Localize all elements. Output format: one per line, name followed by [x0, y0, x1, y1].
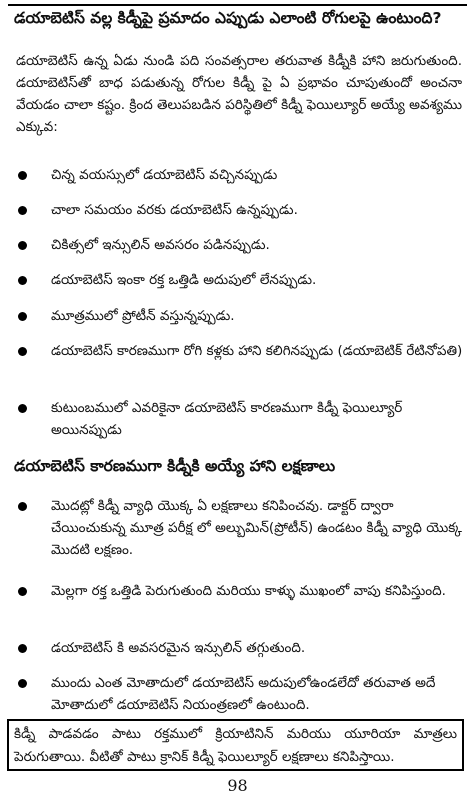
- bullet-icon: [18, 206, 27, 215]
- section-heading-symptoms: డయాబెటిస్ కారణముగా కిడ్నీకి అయ్యే హాని లక్షణాలు: [14, 457, 336, 475]
- section-heading-risk: డయాబెటిస్ వల్ల కిడ్నీపై ప్రమాదం ఎప్పుడు ఎలాంటి రోగులపై ఉంటుంది?: [14, 9, 442, 27]
- page-number: 98: [227, 776, 248, 795]
- list-item-text: కుటుంబములో ఎవరికైనా డయాబెటిస్ కారణముగా కిడ్నీ ఫెయిల్యూర్ అయినప్పుడు: [51, 400, 403, 438]
- bullet-icon: [18, 312, 27, 321]
- bullet-icon: [18, 404, 27, 413]
- highlight-note-box: కిడ్నీ పాడవడం పాటు రక్తములో క్రియాటినిన్ మరియు యూరియా మాత్రలు పెరుగుతాయి. వీటితో పాటు క్రానిక్ కిడ్నీ ఫెయిల్యూర్ లక్షణాలు కనిపిస్తాయి.: [7, 719, 464, 771]
- list-item-text: మొదట్లో కిడ్నీ వ్యాధి యొక్క ఏ లక్షణాలు కనిపించవు. డాక్టర్ ద్వారా చేయించుకున్న మూత్ర పరీక్ష లో అల్బుమిన్(ప్రోటీన్) ఉండటం కిడ్నీ వ్యాధి యొక్క మొదటి లక్షణం.: [51, 498, 462, 558]
- list-item-text: ముందు ఎంత మోతాదులో డయాబెటిస్ అదుపులోఉండలేదో తరువాత అదే మోతాదులో డయాబెటిస్ నియంత్రణలో ఉంటుంది.: [51, 675, 436, 713]
- bullet-icon: [18, 276, 27, 285]
- bullet-icon: [18, 679, 27, 688]
- list-item-text: చికిత్సలో ఇన్సులిన్ అవసరం పడినప్పుడు.: [51, 237, 270, 253]
- bullet-icon: [18, 587, 27, 596]
- list-item-text: చాలా సమయం వరకు డయాబెటిస్ ఉన్నప్పుడు.: [51, 202, 298, 218]
- list-item-text: చిన్న వయస్సులో డయాబెటిస్ వచ్చినప్పుడు: [51, 167, 278, 183]
- list-item-text: డయాబెటిస్ కారణముగా రోగి కళ్లకు హాని కలిగినప్పుడు (డయాబెటిక్ రేటినోపతి): [51, 343, 463, 359]
- list-item-text: మెల్లగా రక్త ఒత్తిడి పెరుగుతుంది మరియు కాళ్ళు ముఖంలో వాపు కనిపిస్తుంది.: [51, 583, 446, 599]
- top-rule: [8, 4, 467, 6]
- list-item-text: డయాబెటిస్ కి అవసరమైన ఇన్సులిన్ తగ్గుతుంది.: [51, 640, 306, 656]
- intro-paragraph: డయాబెటిస్ ఉన్న ఏడు నుండి పది సంవత్సరాల తరువాత కిడ్నీకి హాని జరుగుతుంది. డయాబెటిస్‌తో బాధ పడుతున్న రోగుల కిడ్నీ పై ఏ ప్రభావం చూపుతుందో అంచనా వేయడం చాలా కష్టం. క్రింద తెలుపబడిన పరిస్థితిలో కిడ్నీ ఫెయిల్యూర్ అయ్యే అవశ్యము ఎక్కువ:: [16, 53, 462, 135]
- bullet-icon: [18, 241, 27, 250]
- bullet-icon: [18, 347, 27, 356]
- list-item-text: డయాబెటిస్ ఇంకా రక్త ఒత్తిడి అదుపులో లేనప్పుడు.: [51, 272, 317, 288]
- list-item-text: మూత్రములో ప్రోటీన్ వస్తున్నప్పుడు.: [51, 308, 235, 324]
- bullet-icon: [18, 502, 27, 511]
- bullet-icon: [18, 644, 27, 653]
- bullet-icon: [18, 171, 27, 180]
